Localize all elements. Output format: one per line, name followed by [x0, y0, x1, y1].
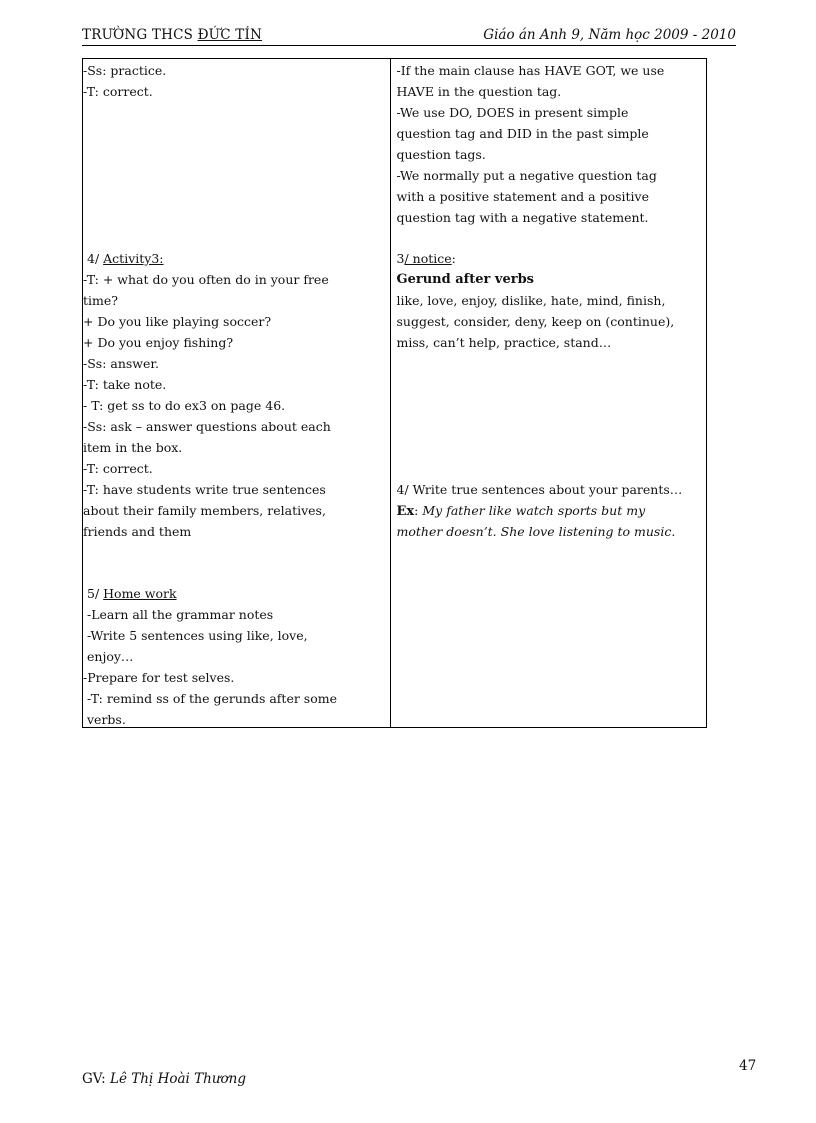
text-line: -T: correct. [83, 461, 153, 476]
page-number: 47 [739, 1058, 757, 1074]
text-line: -T: take note. [83, 377, 167, 392]
content-notes-column [390, 59, 707, 728]
text-line: + Do you enjoy fishing? [83, 335, 234, 350]
page-footer: GV: Lê Thị Hoài Thương [82, 1071, 246, 1087]
text-line: -Write 5 sentences using like, love, [87, 628, 308, 643]
page-header [82, 27, 736, 46]
notice-heading: 3/ notice: [396, 251, 456, 266]
text-line: friends and them [83, 524, 192, 539]
text-line: question tag with a negative statement. [396, 210, 649, 225]
example-line: Ex: My father like watch sports but my [396, 503, 646, 519]
activity3-heading: 4/ Activity3: [87, 251, 164, 266]
exercise-line: 4/ Write true sentences about your parents… [396, 482, 683, 497]
lesson-table [82, 58, 707, 728]
text-line: -T: have students write true sentences [83, 482, 326, 497]
text-line: - T: get ss to do ex3 on page 46. [83, 398, 286, 413]
text-line: -Prepare for test selves. [83, 670, 235, 685]
text-line: verbs. [87, 712, 126, 727]
text-line: HAVE in the question tag. [396, 84, 562, 99]
text-line: -We normally put a negative question tag [396, 168, 657, 183]
text-line: -We use DO, DOES in present simple [396, 105, 629, 120]
text-line: like, love, enjoy, dislike, hate, mind, finish, [396, 293, 666, 308]
text-line: miss, can’t help, practice, stand… [396, 335, 612, 350]
teaching-activities-column [83, 59, 391, 728]
text-line: suggest, consider, deny, keep on (continue), [396, 314, 675, 329]
text-line: -Ss: practice. [83, 63, 167, 78]
text-line: -Ss: ask – answer questions about each [83, 419, 331, 434]
text-line: about their family members, relatives, [83, 503, 326, 518]
text-line: -T: + what do you often do in your free [83, 272, 329, 287]
text-line: item in the box. [83, 440, 183, 455]
text-line: enjoy… [87, 649, 134, 664]
text-line: -Learn all the grammar notes [87, 607, 274, 622]
text-line: -T: correct. [83, 84, 153, 99]
homework-heading: 5/ Home work [87, 586, 177, 601]
gerund-heading: Gerund after verbs [396, 272, 534, 287]
school-name: TRƯỜNG THCS ĐỨC TÍN [82, 27, 263, 43]
text-line: question tag and DID in the past simple [396, 126, 649, 141]
text-line: -T: remind ss of the gerunds after some [87, 691, 337, 706]
text-line: time? [83, 293, 118, 308]
text-line: -Ss: answer. [83, 356, 159, 371]
teacher-name: Lê Thị Hoài Thương [110, 1071, 246, 1087]
text-line: + Do you like playing soccer? [83, 314, 272, 329]
lesson-plan-title: Giáo án Anh 9, Năm học 2009 - 2010 [483, 27, 736, 43]
text-line: question tags. [396, 147, 486, 162]
text-line: -If the main clause has HAVE GOT, we use [396, 63, 665, 78]
text-line: with a positive statement and a positive [396, 189, 649, 204]
example-line: mother doesn’t. She love listening to music. [396, 524, 676, 539]
